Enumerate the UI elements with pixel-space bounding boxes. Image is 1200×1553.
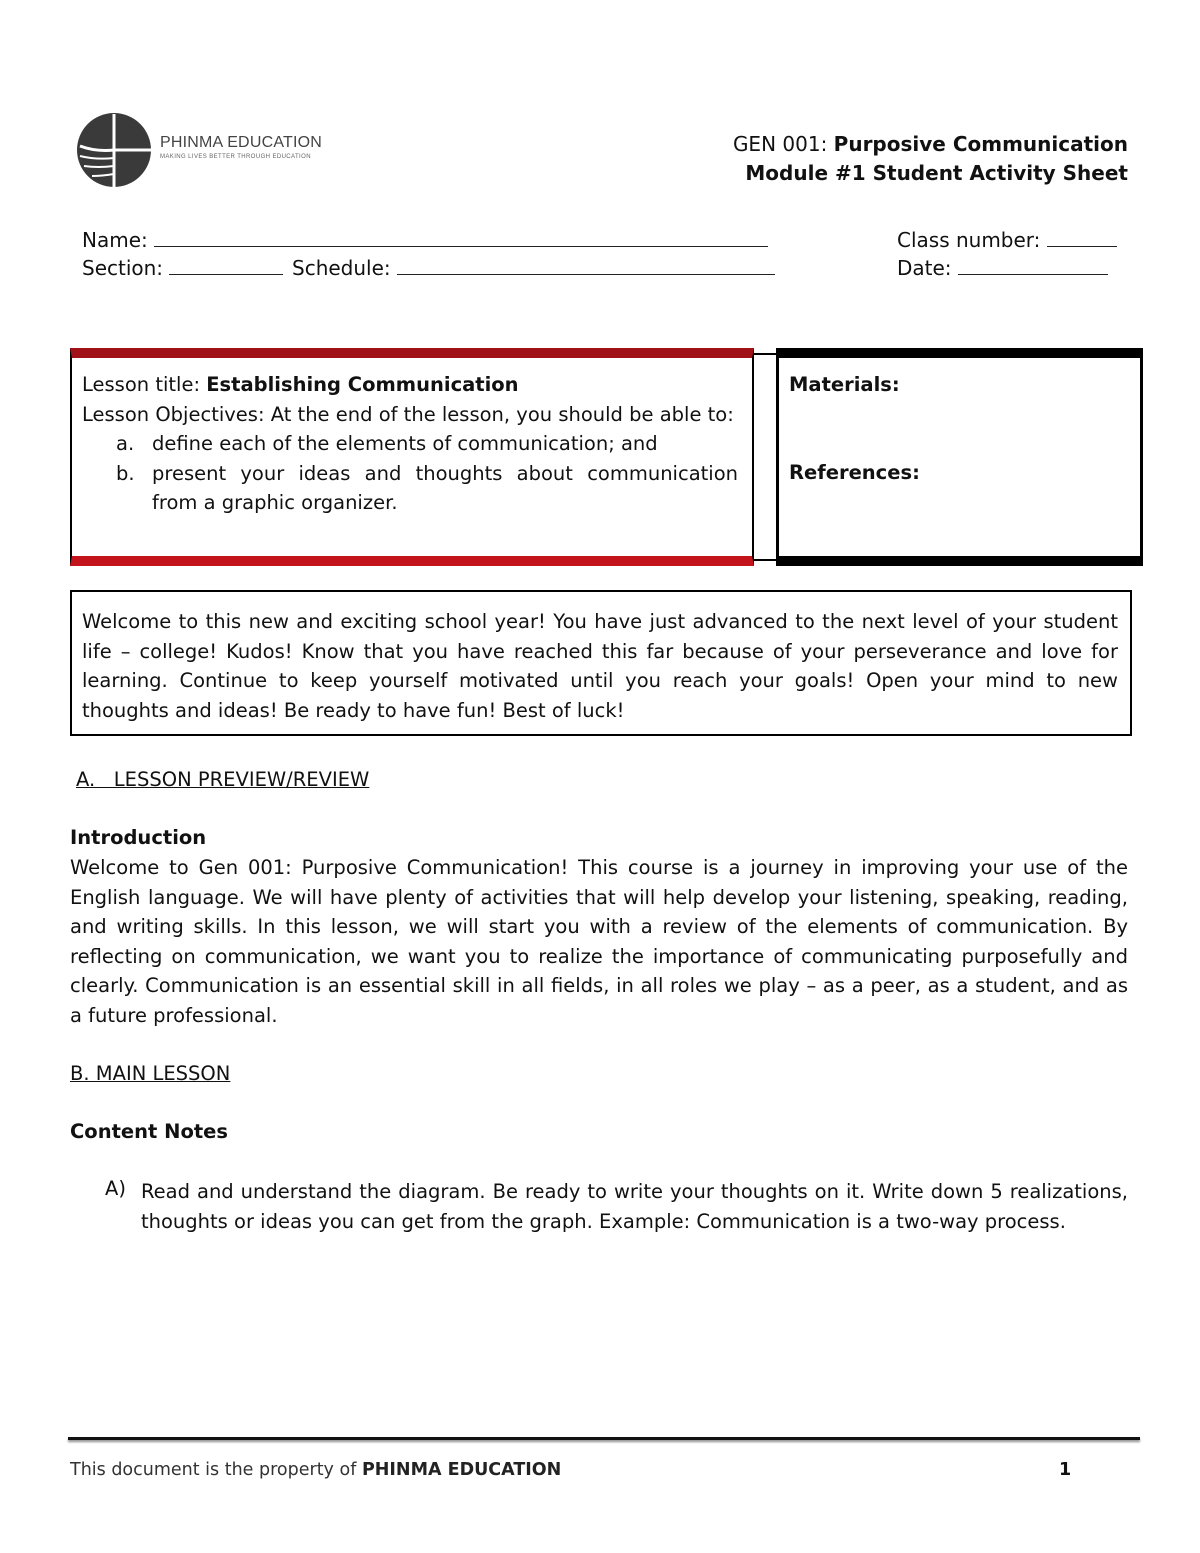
item-text: Read and understand the diagram. Be ready to write your thoughts on it. Write down 5 realizations, thoughts or ideas you can get from the graph. Example: Communication is a two-way process. bbox=[141, 1180, 1128, 1233]
schedule-field[interactable] bbox=[292, 256, 775, 280]
name-blank[interactable] bbox=[154, 228, 768, 247]
objective-marker: b. bbox=[116, 461, 135, 485]
date-field[interactable] bbox=[897, 256, 1108, 280]
class-number-label: Class number: bbox=[897, 228, 1041, 252]
footer-text: This document is the property of bbox=[70, 1460, 357, 1480]
logo-brand: PHINMA EDUCATION bbox=[160, 134, 323, 151]
section-a-heading: A. LESSON PREVIEW/REVIEW bbox=[76, 768, 370, 791]
footer-rule bbox=[68, 1437, 1140, 1440]
logo-tagline: MAKING LIVES BETTER THROUGH EDUCATION bbox=[160, 154, 311, 160]
class-number-field[interactable] bbox=[897, 228, 1117, 252]
objective-marker: a. bbox=[116, 432, 135, 455]
schedule-label: Schedule: bbox=[292, 256, 391, 280]
objective-item bbox=[82, 429, 738, 459]
objective-text: present your ideas and thoughts about communication from a graphic organizer. bbox=[152, 461, 738, 514]
class-number-blank[interactable] bbox=[1047, 228, 1117, 247]
objectives-intro: Lesson Objectives: At the end of the lesson, you should be able to: bbox=[82, 402, 734, 426]
section-label: Section: bbox=[82, 256, 164, 280]
section-b-heading: B. MAIN LESSON bbox=[70, 1062, 231, 1085]
page-number: 1 bbox=[1059, 1460, 1072, 1480]
schedule-blank[interactable] bbox=[397, 256, 775, 275]
phinma-logo bbox=[74, 112, 334, 192]
name-label: Name: bbox=[82, 228, 148, 252]
lesson-title-value: Establishing Communication bbox=[206, 373, 519, 396]
objective-item bbox=[82, 459, 738, 518]
box-connector bbox=[754, 353, 776, 561]
introduction-paragraph: Welcome to Gen 001: Purposive Communication! This course is a journey in improving your use of the English language. We will have plenty of activities that will help develop your listening, speaking, reading, and writing skills. In this lesson, we will start you with a review of the elements of communication. By reflecting on communication, we want you to realize the importance of communicating purposefully and clearly. Communication is an essential skill in all fields, in all roles we play – as a peer, as a student, and as a future professional. bbox=[70, 856, 1128, 1027]
introduction-heading: Introduction bbox=[70, 826, 207, 849]
footer-owner: PHINMA EDUCATION bbox=[361, 1460, 562, 1480]
date-label: Date: bbox=[897, 256, 952, 280]
course-code: GEN 001: bbox=[732, 132, 828, 156]
name-field[interactable] bbox=[82, 228, 768, 252]
content-notes-heading: Content Notes bbox=[70, 1120, 228, 1143]
lesson-title-label: Lesson title: bbox=[82, 373, 201, 396]
document-header bbox=[733, 130, 1128, 188]
module-title: Module #1 Student Activity Sheet bbox=[745, 161, 1128, 185]
globe-logo-icon bbox=[74, 112, 156, 192]
materials-label: Materials: bbox=[789, 373, 900, 396]
references-label: References: bbox=[789, 461, 920, 484]
course-title: Purposive Communication bbox=[833, 132, 1128, 156]
welcome-box: Welcome to this new and exciting school year! You have just advanced to the next level of your student life – college! Kudos! Know that you have reached this far because of your perseverance and love for learning. Continue to keep yourself motivated until you reach your goals! Open your mind to new thoughts and ideas! Be ready to have fun! Best of luck! bbox=[70, 590, 1132, 736]
item-marker: A) bbox=[105, 1177, 126, 1200]
objective-text: define each of the elements of communication; and bbox=[152, 432, 658, 455]
section-field[interactable] bbox=[82, 256, 283, 280]
section-blank[interactable] bbox=[169, 256, 283, 275]
footer bbox=[70, 1460, 561, 1480]
date-blank[interactable] bbox=[958, 256, 1108, 275]
lesson-content bbox=[82, 370, 738, 518]
